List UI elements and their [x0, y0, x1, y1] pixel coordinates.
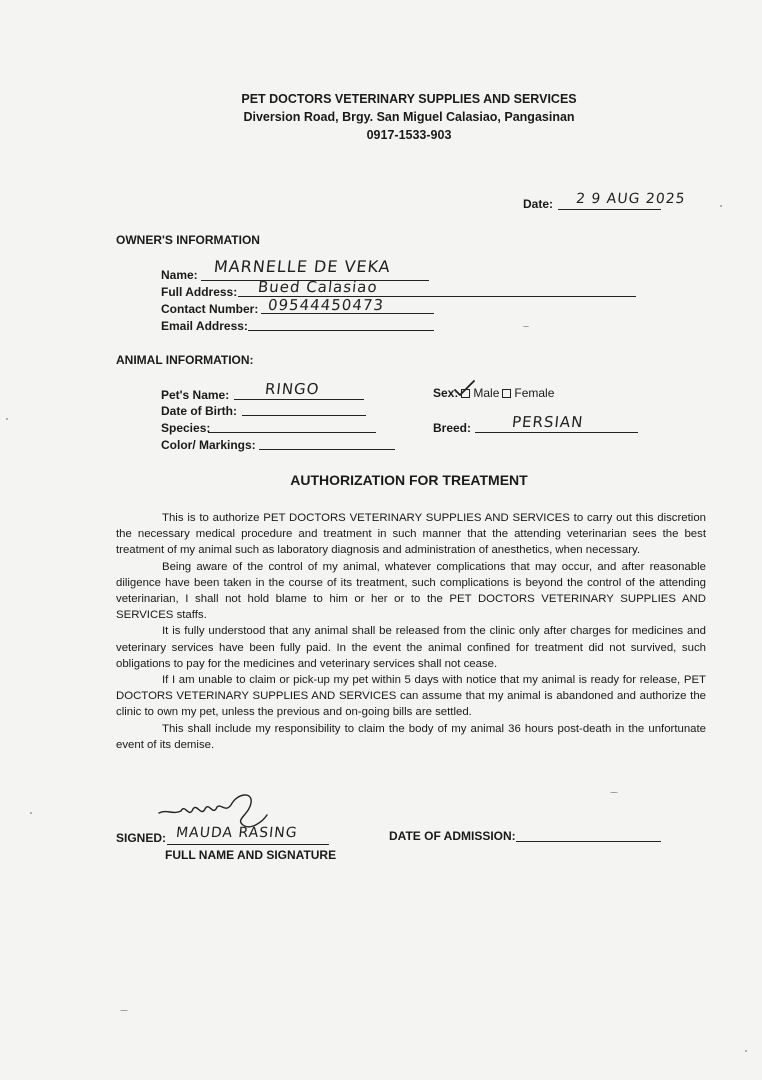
owner-address-value[interactable]: Bued Calasiao — [257, 278, 379, 296]
breed-label: Breed: — [433, 421, 472, 435]
owner-section-title: OWNER'S INFORMATION — [116, 233, 260, 247]
authorization-paragraph: If I am unable to claim or pick-up my pet within 5 days with notice that my animal is ready for release, PET DOCTORS VETERINARY SUPPLIES AND SERVICES can assume that my animal is abandoned and authorize the clinic to own my pet, unless the previous and on-going bills are settled. — [116, 674, 706, 719]
company-phone: 0917-1533-903 — [366, 128, 452, 142]
authorization-paragraph: It is fully understood that any animal shall be released from the clinic only after charges for medicines and veterinary services have been fully paid. In the event the animal confined for treatment did not survived, such obligations to pay for the medicines and veterinary services shall not cease. — [116, 625, 706, 670]
authorization-body — [116, 510, 706, 753]
checkmark-icon — [452, 378, 478, 398]
dob-label: Date of Birth: — [161, 404, 237, 418]
owner-contact-value[interactable]: 09544450473 — [267, 296, 385, 314]
admission-date-label: DATE OF ADMISSION: — [389, 829, 516, 843]
scan-speck — [720, 205, 722, 207]
company-address: Diversion Road, Brgy. San Miguel Calasiao, Pangasinan — [243, 110, 575, 124]
scan-speck — [745, 1050, 747, 1052]
breed-line — [475, 432, 638, 433]
scan-speck — [30, 812, 32, 814]
breed-value[interactable]: PERSIAN — [511, 413, 585, 431]
company-name: PET DOCTORS VETERINARY SUPPLIES AND SERVICES — [241, 92, 577, 106]
owner-email-label: Email Address: — [161, 319, 248, 333]
authorization-paragraph: Being aware of the control of my animal, whatever complications that may occur, and after reasonable diligence have been taken in the course of its treatment, such complications is beyond the control of the attending veterinarian, I shall not hold blame to him or her or to the PET DOCTORS VETERINARY SUPPLIES AND SERVICES staffs. — [116, 560, 706, 622]
owner-email-line — [248, 330, 434, 331]
pet-name-line — [234, 399, 364, 400]
date-value[interactable]: 2 9 AUG 2025 — [575, 191, 687, 207]
date-line — [558, 209, 661, 210]
species-label: Species: — [161, 421, 211, 435]
animal-section-title: ANIMAL INFORMATION: — [116, 353, 254, 367]
owner-name-label: Name: — [161, 268, 198, 282]
male-option-label: Male — [473, 386, 500, 400]
scan-speck — [523, 326, 529, 327]
authorization-title: AUTHORIZATION FOR TREATMENT — [290, 472, 528, 488]
owner-contact-label: Contact Number: — [161, 302, 259, 316]
sex-label: Sex: — [433, 386, 459, 400]
date-label: Date: — [523, 197, 554, 211]
scan-speck — [610, 792, 618, 793]
signed-label: SIGNED: — [116, 831, 167, 845]
color-markings-label: Color/ Markings: — [161, 438, 256, 452]
signed-name[interactable]: MAUDA RASING — [175, 825, 299, 841]
signature-caption: FULL NAME AND SIGNATURE — [165, 848, 337, 862]
authorization-paragraph: This is to authorize PET DOCTORS VETERINARY SUPPLIES AND SERVICES to carry out this discretion the necessary medical procedure and treatment in such manner that the attending veterinarian sees the best treatment of my animal such as laboratory diagnosis and administration of anesthetics, when necessary. — [116, 512, 706, 557]
female-checkbox[interactable] — [502, 389, 511, 398]
admission-date-line — [516, 841, 661, 842]
scan-speck — [6, 418, 8, 420]
owner-name-value[interactable]: MARNELLE DE VEKA — [213, 257, 392, 276]
scan-speck — [120, 1010, 128, 1011]
dob-line — [242, 415, 366, 416]
pet-name-value[interactable]: RINGO — [264, 380, 321, 398]
pet-name-label: Pet's Name: — [161, 388, 230, 402]
owner-address-label: Full Address: — [161, 285, 238, 299]
color-markings-line — [259, 449, 395, 450]
species-line — [208, 432, 376, 433]
female-option-label: Female — [514, 386, 555, 400]
signature-line — [167, 844, 329, 845]
authorization-paragraph: This shall include my responsibility to claim the body of my animal 36 hours post-death in the unfortunate event of its demise. — [116, 722, 706, 751]
